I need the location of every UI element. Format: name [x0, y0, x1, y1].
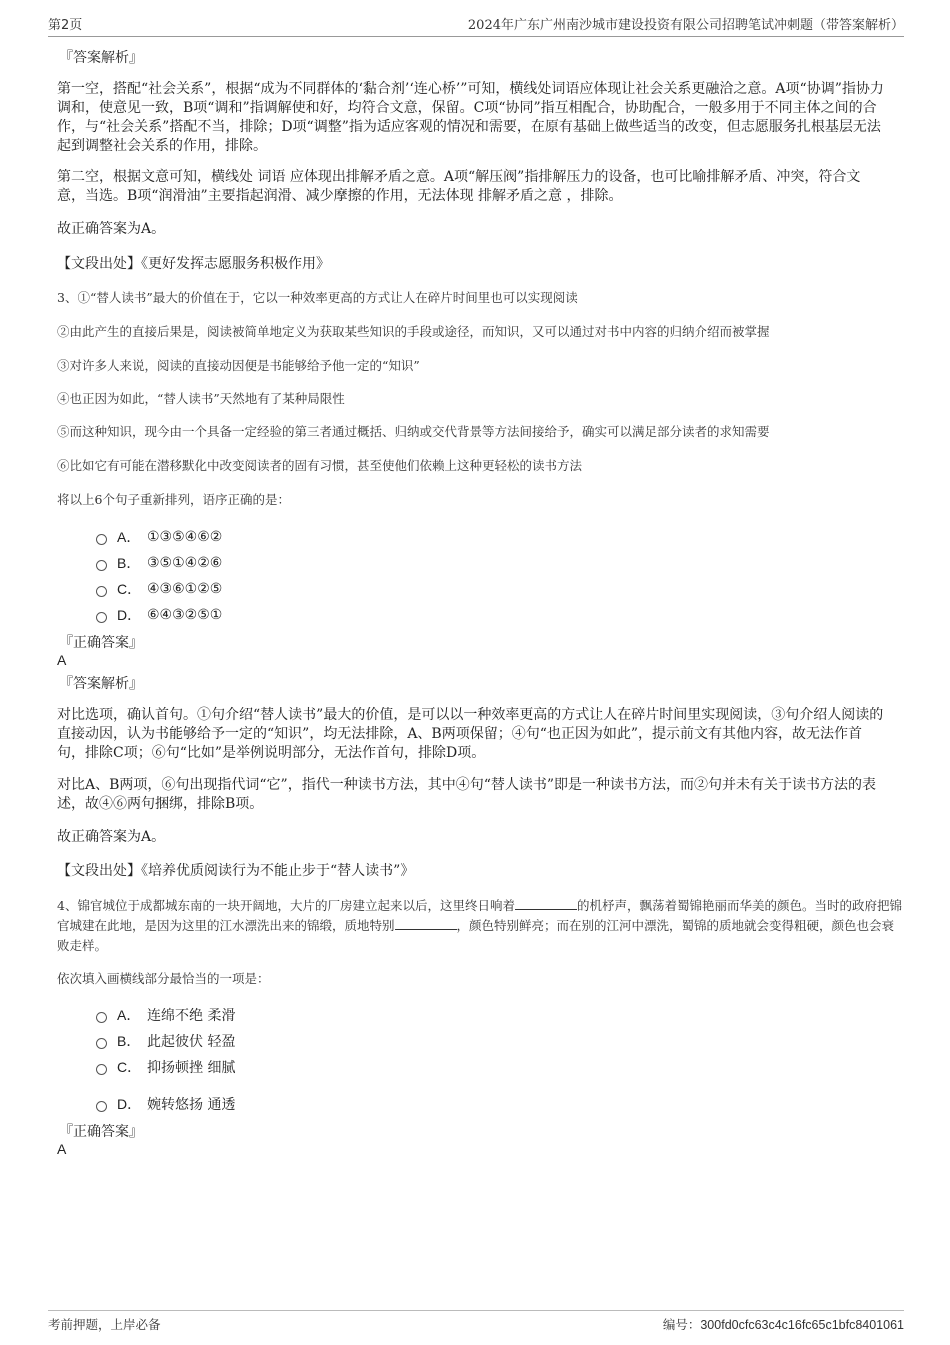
- document-title: 2024年广东广州南沙城市建设投资有限公司招聘笔试冲刺题（带答案解析）: [467, 18, 904, 33]
- explain-paragraph: 第二空，根据文意可知，横线处 词语 应体现出排解矛盾之意。A项“解压阀”指排解压力的设备，也可比喻排解矛盾、冲突，符合文意，当选。B项“润滑油”主要指起润滑、减少摩擦的作用，无法体现 排解矛盾之意 ，排除。: [57, 169, 861, 204]
- explain-paragraph: 第一空，搭配“社会关系”，根据“成为不同群体的‘黏合剂’‘连心桥’”可知，横线处词语应体现让社会关系更融洽之意。A项“协调”指协力调和，使意见一致，B项“调和”指调解使和好，均符合文意，保留。C项“协同”指互相配合，协助配合，一般多用于不同主体之间的合作，与“社会关系”搭配不当，排除；D项“调整”指为适应客观的情况和需要，在原有基础上做些适当的改变，但志愿服务扎根基层无法起到调整社会关系的作用，排除。: [57, 81, 884, 154]
- radio-button[interactable]: [96, 1064, 107, 1075]
- correct-answer: A: [57, 1141, 67, 1157]
- question-sentence: ⑥比如它有可能在潜移默化中改变阅读者的固有习惯，甚至使他们依赖上这种更轻松的读书方法: [57, 458, 583, 473]
- explain-label: 『答案解析』: [59, 50, 143, 66]
- footer-slogan: 考前押题，上岸必备: [48, 1317, 161, 1332]
- radio-button[interactable]: [96, 1101, 107, 1112]
- fill-blank: [515, 898, 577, 910]
- option-a[interactable]: A． 连绵不绝 柔滑: [96, 1005, 235, 1025]
- question-sentence: ④也正因为如此，“替人读书”天然地有了某种局限性: [57, 391, 345, 406]
- explain-label: 『答案解析』: [59, 676, 143, 692]
- radio-button[interactable]: [96, 586, 107, 597]
- question-prompt: 依次填入画横线部分最恰当的一项是：: [57, 971, 270, 986]
- option-b[interactable]: B． ③⑤①④②⑥: [96, 553, 222, 573]
- radio-button[interactable]: [96, 560, 107, 571]
- explain-paragraph: 故正确答案为A。: [57, 829, 166, 845]
- answer-label: 『正确答案』: [59, 635, 143, 651]
- document-code: 编号：300fd0cfc63c4c16fc65c1bfc8401061: [662, 1317, 904, 1332]
- correct-answer: A: [57, 652, 67, 668]
- option-c[interactable]: C． ④③⑥①②⑤: [96, 579, 222, 599]
- question-sentence: ②由此产生的直接后果是，阅读被简单地定义为获取某些知识的手段或途径，而知识，又可以通过对书中内容的归纳介绍而被掌握: [57, 324, 770, 339]
- option-d[interactable]: D． ⑥④③②⑤①: [96, 605, 222, 625]
- question-sentence: 3、①“替人读书”最大的价值在于，它以一种效率更高的方式让人在碎片时间里也可以实现阅读: [57, 290, 578, 305]
- option-a[interactable]: A． ①③⑤④⑥②: [96, 527, 222, 547]
- option-c[interactable]: C． 抑扬顿挫 细腻: [96, 1057, 235, 1077]
- option-d[interactable]: D． 婉转悠扬 通透: [96, 1094, 235, 1114]
- radio-button[interactable]: [96, 612, 107, 623]
- source-citation: 【文段出处】《培养优质阅读行为不能止步于“替人读书”》: [57, 863, 415, 879]
- fill-blank: [395, 918, 457, 930]
- explain-paragraph: 对比A、B两项，⑥句出现指代词“它”，指代一种读书方法，其中④句“替人读书”即是一种读书方法，而②句并未有关于读书方法的表述，故④⑥两句捆绑，排除B项。: [57, 777, 877, 812]
- question-prompt: 将以上6个句子重新排列，语序正确的是：: [57, 492, 290, 507]
- page-header: [48, 14, 904, 37]
- radio-button[interactable]: [96, 1012, 107, 1023]
- option-b[interactable]: B． 此起彼伏 轻盈: [96, 1031, 235, 1051]
- explain-paragraph: 对比选项，确认首句。①句介绍“替人读书”最大的价值，是可以以一种效率更高的方式让人在碎片时间里实现阅读，③句介绍人阅读的直接动因，认为书能够给予一定的“知识”，均无法排除，A、B两项保留；④句“也正因为如此”，提示前文有其他内容，故无法作首句，排除C项；⑥句“比如”是举例说明部分，无法作首句，排除D项。: [57, 707, 884, 761]
- question-sentence: ⑤而这种知识，现今由一个具备一定经验的第三者通过概括、归纳或交代背景等方法间接给予，确实可以满足部分读者的求知需要: [57, 424, 770, 439]
- explain-paragraph: 故正确答案为A。: [57, 221, 166, 237]
- page-footer: [48, 1310, 904, 1333]
- page-number: 第2页: [48, 18, 83, 33]
- question-stem: 4、锦官城位于成都城东南的一块开阔地，大片的厂房建立起来以后，这里终日响着 的机杼声，飘荡着蜀锦艳丽而华美的颜色。当时的政府把锦官城建在此地，是因为这里的江水漂洗出来的锦缎，质地特别 ，颜色特别鲜亮；而在别的江河中漂洗，蜀锦的质地就会变得粗硬，颜色也会衰败走样。: [57, 898, 902, 953]
- radio-button[interactable]: [96, 534, 107, 545]
- source-citation: 【文段出处】《更好发挥志愿服务积极作用》: [57, 256, 330, 272]
- answer-label: 『正确答案』: [59, 1124, 143, 1140]
- radio-button[interactable]: [96, 1038, 107, 1049]
- question-sentence: ③对许多人来说，阅读的直接动因便是书能够给予他一定的“知识”: [57, 358, 420, 373]
